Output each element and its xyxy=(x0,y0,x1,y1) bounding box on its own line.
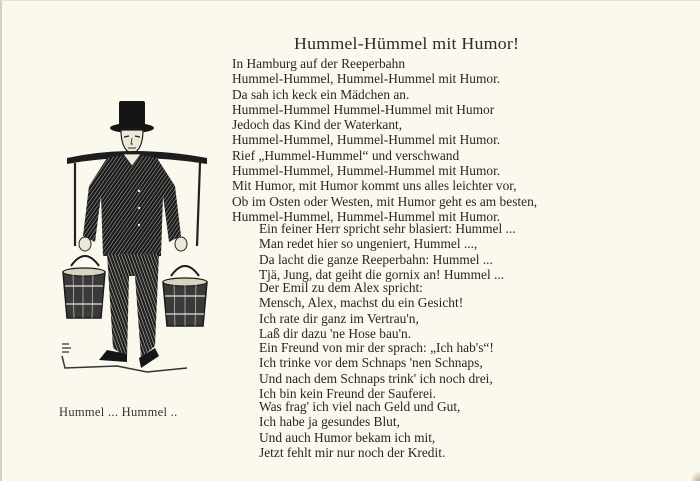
verse-line: Man redet hier so ungeniert, Hummel ..., xyxy=(259,236,478,252)
verse-line: Ein feiner Herr spricht sehr blasiert: Hummel ... xyxy=(259,221,516,236)
stanza-1 xyxy=(259,221,516,282)
verse-line: Ich rate dir ganz im Vertrau'n, xyxy=(259,310,419,326)
verse-line: Ich habe ja gesundes Blut, xyxy=(259,414,400,430)
verse-line: Der Emil zu dem Alex spricht: xyxy=(259,280,423,295)
bucket-icon xyxy=(163,266,207,326)
verse-line: Was frag' ich viel nach Geld und Gut, xyxy=(259,399,461,414)
verse-line: Da lacht die ganze Reeperbahn: Hummel ... xyxy=(259,251,493,267)
stanza-3 xyxy=(259,340,494,401)
top-hat-icon xyxy=(110,101,154,133)
verse-line: Und auch Humor bekam ich mit, xyxy=(259,429,436,445)
paper-corner-wear xyxy=(692,471,700,481)
verse-line: Jedoch das Kind der Waterkant, xyxy=(232,117,403,133)
verse-line: Hummel-Hummel, Hummel-Hummel mit Humor. xyxy=(232,71,501,87)
verse-line: Mensch, Alex, machst du ein Gesicht! xyxy=(259,295,464,311)
verse-line: Ob im Osten oder Westen, mit Humor geht es am besten, xyxy=(232,193,538,209)
verse-line: Ein Freund von mir der sprach: „Ich hab's“! xyxy=(259,340,494,355)
verse-line: Hummel-Hummel, Hummel-Hummel mit Humor. xyxy=(232,132,501,148)
bucket-icon xyxy=(63,256,105,318)
verse-line: Mit Humor, mit Humor kommt uns alles leichter vor, xyxy=(232,178,517,194)
verse-line: Ich trinke vor dem Schnaps 'nen Schnaps, xyxy=(259,355,483,371)
chorus-verse xyxy=(232,56,537,224)
song-title: Hummel-Hümmel mit Humor! xyxy=(294,34,520,53)
verse-line: Jetzt fehlt mir nur noch der Kredit. xyxy=(259,444,446,460)
verse-line: Hummel-Hummel, Hummel-Hummel mit Humor. xyxy=(232,163,501,179)
verse-line: Hummel-Hummel Hummel-Hummel mit Humor xyxy=(232,101,495,117)
verse-line: Tjä, Jung, dat geiht die gornix an! Hummel ... xyxy=(259,266,505,282)
verse-line: In Hamburg auf der Reeperbahn xyxy=(232,56,406,71)
stanza-4 xyxy=(259,399,460,460)
stanza-2 xyxy=(259,280,463,341)
verse-line: Da sah ich keck ein Mädchen an. xyxy=(232,86,410,102)
verse-line: Hummel-Hummel, Hummel-Hummel mit Humor. xyxy=(232,208,501,224)
verse-line: Rief „Hummel-Hummel“ und verschwand xyxy=(232,147,460,163)
illustration-caption: Hummel ... Hummel .. xyxy=(59,405,178,419)
verse-line: Laß dir dazu 'ne Hose bau'n. xyxy=(259,325,412,341)
verse-line: Und nach dem Schnaps trink' ich noch drei, xyxy=(259,370,493,386)
verse-line: Ich bin kein Freund der Sauferei. xyxy=(259,385,436,401)
water-carrier-illustration xyxy=(57,96,217,386)
